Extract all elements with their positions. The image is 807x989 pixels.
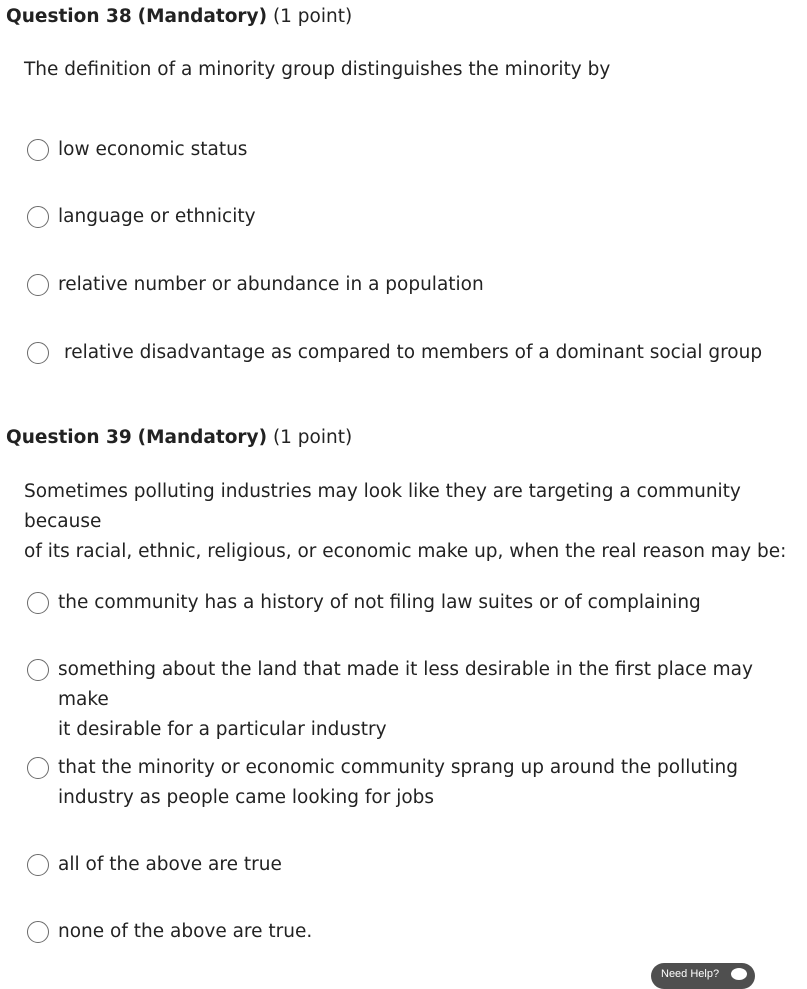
option-line: something about the land that made it less desirable in the first place may make <box>58 659 753 710</box>
q39-option-1[interactable] <box>27 588 701 618</box>
option-line: the community has a history of not filing law suites or of complaining <box>58 592 701 613</box>
option-label <box>58 917 312 947</box>
question-text-line: of its racial, ethnic, religious, or economic make up, when the real reason may be: <box>24 541 787 562</box>
option-label <box>58 655 807 745</box>
q38-option-2[interactable] <box>27 202 256 232</box>
radio-button[interactable] <box>27 342 49 364</box>
option-label: low economic status <box>58 139 248 160</box>
chat-bubble-icon <box>731 968 747 980</box>
question-38-header <box>6 6 352 27</box>
option-line: it desirable for a particular industry <box>58 719 387 740</box>
q39-option-2[interactable] <box>27 655 807 745</box>
q39-option-4[interactable] <box>27 850 282 880</box>
radio-button[interactable] <box>27 854 49 876</box>
question-39-text <box>24 477 807 567</box>
mandatory-label: (Mandatory) <box>137 427 268 448</box>
points-label: (1 point) <box>272 427 353 448</box>
radio-button[interactable] <box>27 757 49 779</box>
option-label: relative disadvantage as compared to members of a dominant social group <box>64 342 763 363</box>
question-39-header <box>6 427 352 448</box>
radio-button[interactable] <box>27 139 49 161</box>
option-label: language or ethnicity <box>58 206 256 227</box>
option-label <box>58 850 282 880</box>
q38-option-3[interactable] <box>27 270 484 300</box>
radio-button[interactable] <box>27 592 49 614</box>
question-text-line: Sometimes polluting industries may look like they are targeting a community because <box>24 481 741 532</box>
need-help-label: Need Help? <box>661 968 720 980</box>
mandatory-label: (Mandatory) <box>137 6 268 27</box>
option-label: relative number or abundance in a population <box>58 274 484 295</box>
option-line: that the minority or economic community sprang up around the polluting <box>58 757 738 778</box>
option-line: industry as people came looking for jobs <box>58 787 435 808</box>
q39-option-5[interactable] <box>27 917 312 947</box>
question-38-text: The definition of a minority group distinguishes the minority by <box>24 59 611 80</box>
need-help-button[interactable] <box>651 963 755 989</box>
q39-option-3[interactable] <box>27 753 738 813</box>
option-label <box>58 753 738 813</box>
radio-button[interactable] <box>27 659 49 681</box>
radio-button[interactable] <box>27 274 49 296</box>
option-line: none of the above are true. <box>58 921 313 942</box>
option-label <box>58 588 701 618</box>
points-label: (1 point) <box>272 6 353 27</box>
option-line: all of the above are true <box>58 854 282 875</box>
radio-button[interactable] <box>27 206 49 228</box>
q38-option-1[interactable] <box>27 135 247 165</box>
question-number: Question 39 <box>6 427 132 448</box>
question-number: Question 38 <box>6 6 132 27</box>
q38-option-4[interactable] <box>27 338 762 368</box>
radio-button[interactable] <box>27 921 49 943</box>
